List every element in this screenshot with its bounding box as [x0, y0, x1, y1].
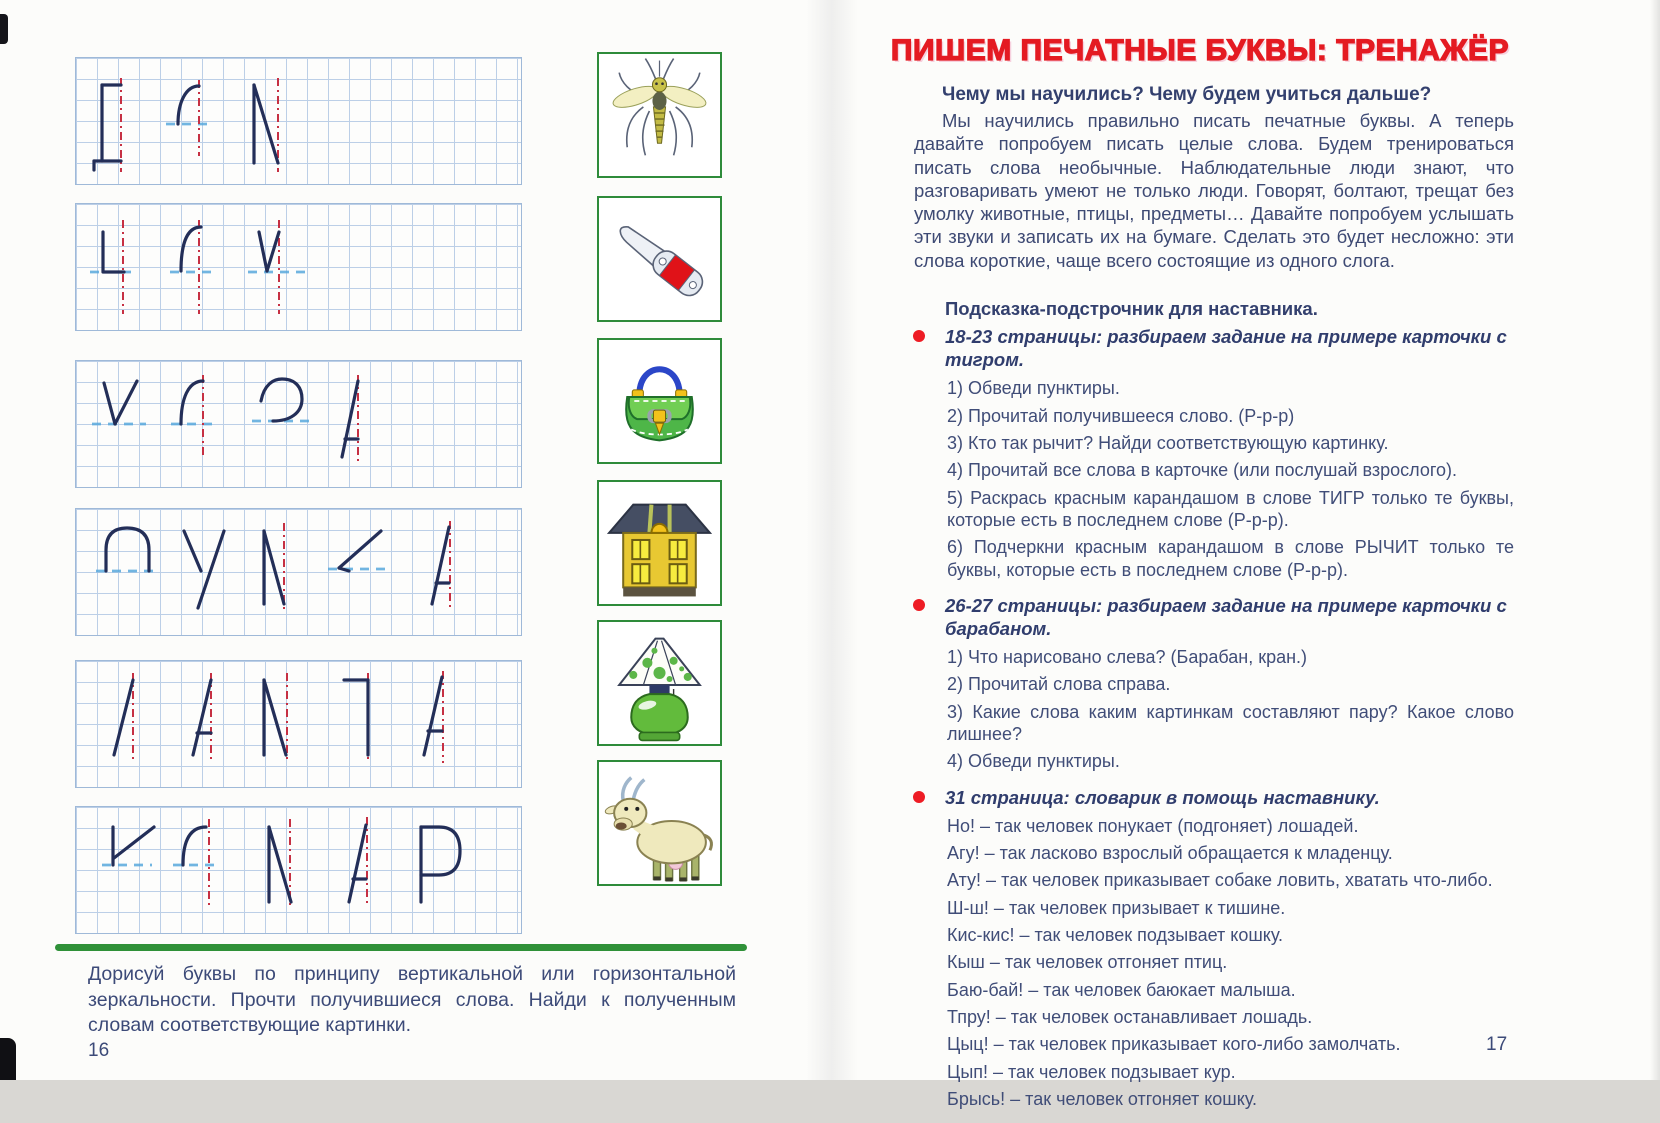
picture-box	[597, 760, 722, 886]
house-illustration	[599, 482, 720, 604]
page-number-right: 17	[1486, 1034, 1508, 1055]
scan-artifact	[0, 14, 8, 44]
task-instruction: Дорисуй буквы по принципу вертикальной или горизонтальной зеркальности. Прочти получившиеся слова. Найди к полученным словам соответствующие картинки.	[88, 963, 736, 1037]
right-page-content	[890, 34, 1514, 1123]
hint-section	[914, 594, 1514, 773]
bullet-icon	[913, 330, 925, 342]
scan-artifact	[1650, 0, 1660, 1080]
mosquito-illustration	[599, 54, 720, 176]
section-heading: 26-27 страницы: разбираем задание на примере карточки с барабаном.	[945, 594, 1514, 640]
intro-paragraph: Мы научились правильно писать печатные буквы. А теперь давайте попробуем писать целые слова. Будем тренироваться писать слова необычные. Наблюдательные люди знают, что разговаривать умеют не только люди. Говорят, болтают, трещат без умолку животные, птицы, предметы… Давайте попробуем услышать эти звуки и записать их на бумаге. Сделать это будет несложно: эти слова короткие, чаще всего состоящие из одного слога.	[914, 110, 1514, 271]
page-gutter	[806, 0, 858, 1080]
list-item: Кыш – так человек отгоняет птиц.	[947, 952, 1228, 973]
hint-section	[914, 786, 1514, 1111]
list-item: Баю-бай! – так человек баюкает малыша.	[947, 979, 1296, 1000]
list-item: Кис-кис! – так человек подзывает кошку.	[947, 925, 1284, 946]
list-item: 1) Обведи пунктиры.	[947, 378, 1120, 399]
page-number-left: 16	[88, 1040, 110, 1061]
goat-illustration	[599, 762, 720, 884]
bullet-icon	[913, 599, 925, 611]
section-heading: 31 страница: словарик в помощь наставнику.	[945, 786, 1514, 809]
letter-grid-row	[75, 360, 522, 488]
letter-grid-row	[75, 508, 522, 636]
letter-grid-row	[75, 57, 522, 185]
bullet-icon	[913, 791, 925, 803]
list-item: 3) Кто так рычит? Найди соответствующую картинку.	[947, 432, 1389, 453]
letter-grid-row	[75, 806, 522, 934]
picture-box	[597, 196, 722, 322]
list-item: Брысь! – так человек отгоняет кошку.	[947, 1088, 1258, 1109]
section-heading: 18-23 страницы: разбираем задание на примере карточки с тигром.	[945, 325, 1514, 371]
list-item: Агу! – так ласково взрослый обращается к младенцу.	[947, 843, 1393, 864]
list-item: Цып! – так человек подзывает кур.	[947, 1061, 1236, 1082]
list-item: 6) Подчеркни красным карандашом в слове РЫЧИТ только те буквы, которые есть в последнем слове (Р-р-р).	[947, 537, 1514, 580]
picture-box	[597, 338, 722, 464]
handbag-illustration	[599, 340, 720, 462]
list-item: Ш-ш! – так человек призывает к тишине.	[947, 897, 1286, 918]
hint-section	[914, 325, 1514, 581]
list-item: 3) Какие слова каким картинкам составляют пару? Какое слово лишнее?	[947, 701, 1514, 745]
picture-box	[597, 620, 722, 746]
letter-grid-row	[75, 203, 522, 331]
sections	[914, 325, 1514, 1110]
picture-box	[597, 480, 722, 606]
list-item: Ату! – так человек приказывает собаке ловить, хватать что-либо.	[947, 870, 1493, 891]
list-item: Но! – так человек понукает (подгоняет) лошадей.	[947, 815, 1359, 836]
intro-heading: Чему мы научились? Чему будем учиться дальше?	[942, 84, 1432, 105]
list-item: 5) Раскрась красным карандашом в слове ТИГР только те буквы, которые есть в последнем слове (Р-р-р).	[947, 487, 1514, 530]
hint-heading: Подсказка-подстрочник для наставника.	[945, 298, 1318, 320]
list-item: 2) Прочитай получившееся слово. (Р-р-р)	[947, 405, 1295, 426]
page-title: ПИШЕМ ПЕЧАТНЫЕ БУКВЫ: ТРЕНАЖЁР	[890, 34, 1510, 67]
list-item: 4) Прочитай все слова в карточке (или послушай взрослого).	[947, 460, 1458, 481]
list-item: 4) Обведи пунктиры.	[947, 751, 1120, 772]
letter-grid-row	[75, 660, 522, 788]
list-item: 1) Что нарисовано слева? (Барабан, кран.)	[947, 647, 1308, 668]
list-item: Тпру! – так человек останавливает лошадь.	[947, 1006, 1313, 1027]
scan-artifact	[0, 1038, 16, 1080]
list-item: 2) Прочитай слова справа.	[947, 674, 1171, 695]
table-lamp-illustration	[599, 622, 720, 744]
green-divider	[55, 944, 747, 951]
pocket-knife-illustration	[599, 198, 720, 320]
picture-box	[597, 52, 722, 178]
list-item: Цыц! – так человек приказывает кого-либо замолчать.	[947, 1034, 1401, 1055]
